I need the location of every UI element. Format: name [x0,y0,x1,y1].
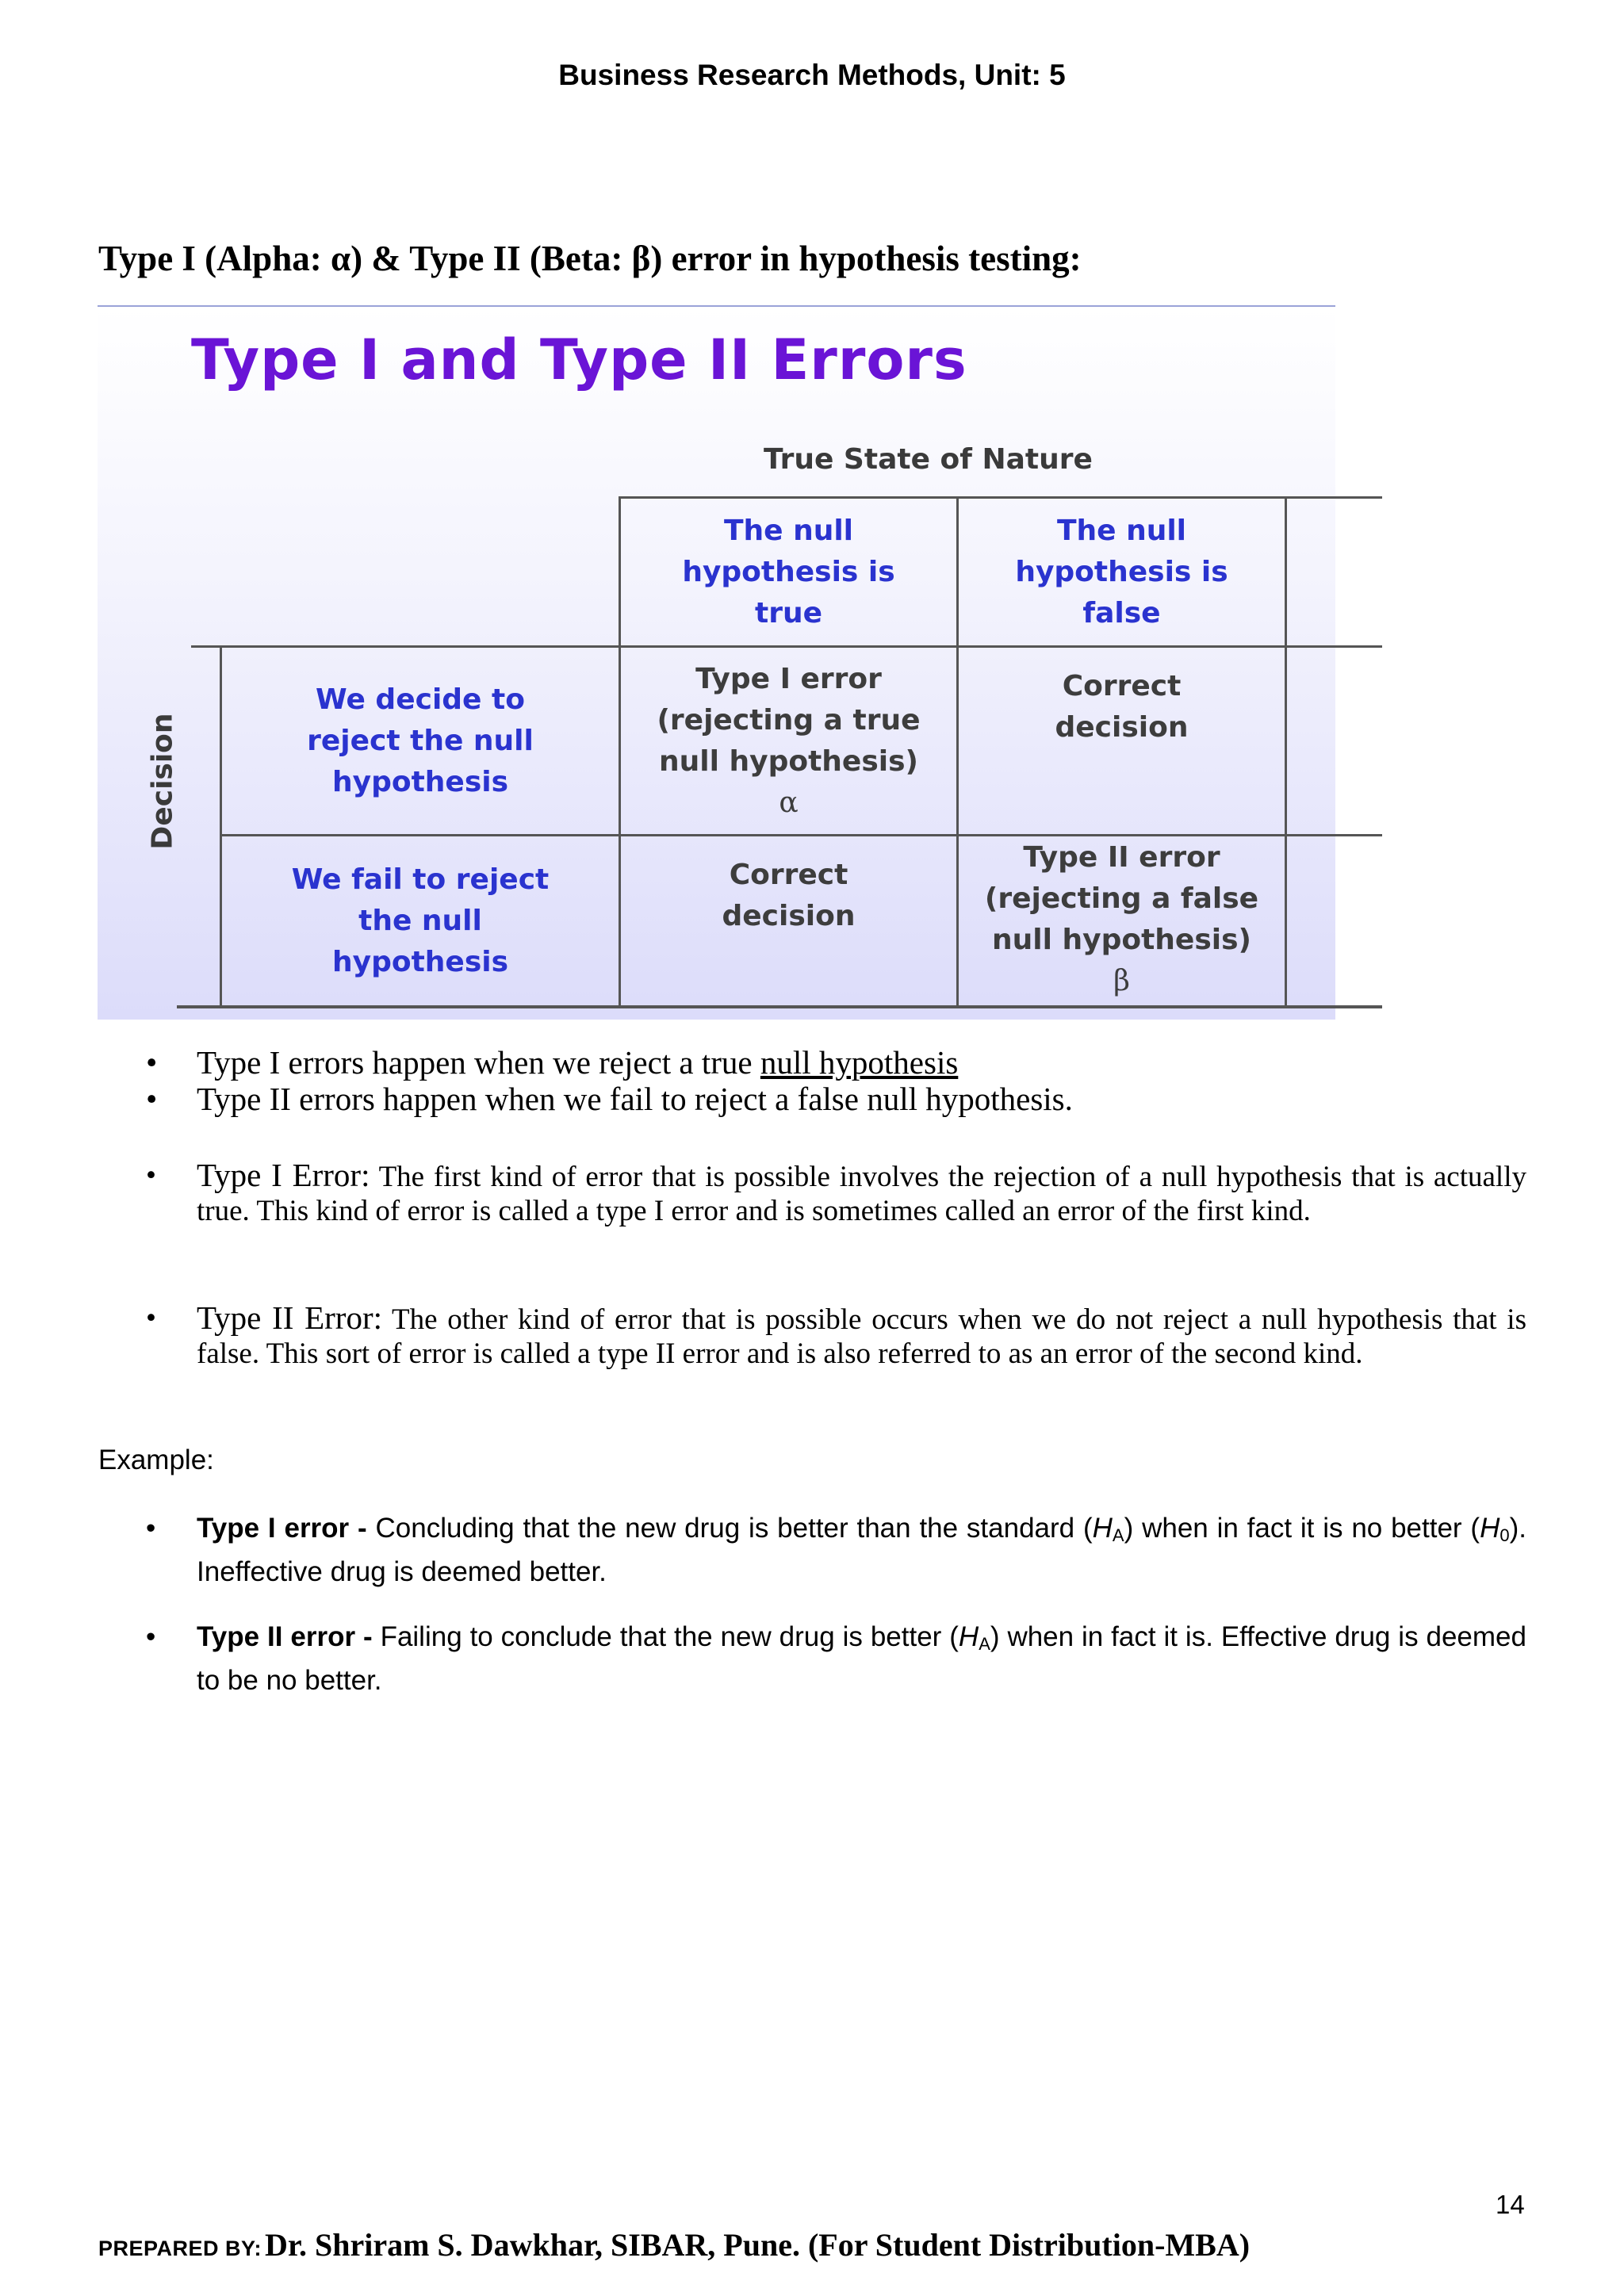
page-header: Business Research Methods, Unit: 5 [558,59,1066,91]
h-symbol: H [1092,1513,1113,1544]
type1-definition-text: The first kind of error that is possible involves the rejection of a null hypothesis that is actually true. This kind of error is called a type I error and is sometimes called an error of the first kind. [197,1161,1526,1227]
grid-line-bottom [177,1005,1382,1008]
row-header-reject-text: We decide to reject the null hypothesis [307,683,534,798]
example-type1-text-b: ) when in fact it is no better ( [1124,1513,1480,1544]
section-title: Type I (Alpha: α) & Type II (Beta: β) error in hypothesis testing: [98,239,1082,278]
cell-correct-decision-1-text: Correct decision [1055,670,1189,744]
example-type2-lead: Type II error - [197,1621,381,1652]
alpha-symbol: α [779,786,799,819]
bullet-type2-definition [146,1299,1526,1371]
col-header-false-text: The null hypothesis is false [1015,514,1228,629]
type2-lead: Type II Error: [197,1299,382,1336]
bullet-dot: • [146,1302,156,1334]
h-symbol: H [958,1621,979,1652]
cell-type2-error-text: Type II error (rejecting a false null hypothesis) [984,840,1259,956]
col-header-true-text: The null hypothesis is true [682,514,895,629]
example-type2-text-b: ) when in fact it is. Effective drug is deemed to be no better. [197,1621,1526,1696]
true-state-label: True State of Nature [764,443,1093,476]
subscript-a: A [979,1634,990,1654]
cell-correct-decision-2 [621,836,956,955]
bullet-type1-definition [146,1157,1526,1228]
type-errors-figure [98,305,1335,1020]
bullet-dot: • [146,1044,158,1081]
grid-line-right [1285,496,1287,1008]
cell-type2-error [959,833,1285,1005]
bullet-dot: • [146,1621,156,1652]
subscript-a: A [1112,1525,1124,1545]
page-number: 14 [1496,2190,1525,2219]
bullet-dot: • [146,1513,156,1544]
example-type1-text-a: Concluding that the new drug is better than the standard ( [375,1513,1093,1544]
decision-label: Decision [146,713,179,850]
null-hypothesis-link[interactable]: null hypothesis [760,1044,959,1081]
h-symbol: H [1480,1513,1500,1544]
example-type1 [146,1506,1526,1594]
cell-correct-decision-2-text: Correct decision [722,859,856,932]
example-type2 [146,1615,1526,1702]
col-header-true [621,499,956,645]
type1-lead: Type I Error: [197,1157,370,1193]
figure-title: Type I and Type II Errors [191,327,967,392]
bullet-type1-summary [146,1044,1526,1081]
cell-type1-error [621,648,956,834]
example-type1-lead: Type I error - [197,1513,376,1544]
author-credit: Dr. Shriram S. Dawkhar, SIBAR, Pune. (For Student Distribution-MBA) [265,2227,1251,2263]
row-header-reject [222,648,619,834]
row-header-fail [222,836,619,1005]
bullet-type2-summary-text: Type II errors happen when we fail to reject a false null hypothesis. [197,1081,1073,1117]
example-label: Example: [98,1445,214,1475]
bullet-dot: • [146,1159,156,1192]
bullet-type1-summary-text: Type I errors happen when we reject a true [197,1044,760,1081]
prepared-by-label: PREPARED BY: [98,2237,262,2260]
bullet-dot: • [146,1081,158,1117]
bullet-type2-summary [146,1081,1526,1117]
row-header-fail-text: We fail to reject the null hypothesis [291,863,550,978]
page-footer [98,2226,1250,2263]
type2-definition-text: The other kind of error that is possible occurs when we do not reject a null hypothesis that is false. This sort of error is called a type II error and is also referred to as an error of the second kind. [197,1303,1526,1370]
example-type1-text-c: ). Ineffective drug is deemed better. [197,1513,1526,1587]
col-header-false [959,499,1285,645]
example-type2-text-a: Failing to conclude that the new drug is better ( [380,1621,959,1652]
subscript-0: 0 [1500,1525,1510,1545]
beta-symbol: β [1113,964,1130,997]
cell-type1-error-text: Type I error (rejecting a true null hypothesis) [657,662,921,778]
cell-correct-decision-1 [959,648,1285,767]
